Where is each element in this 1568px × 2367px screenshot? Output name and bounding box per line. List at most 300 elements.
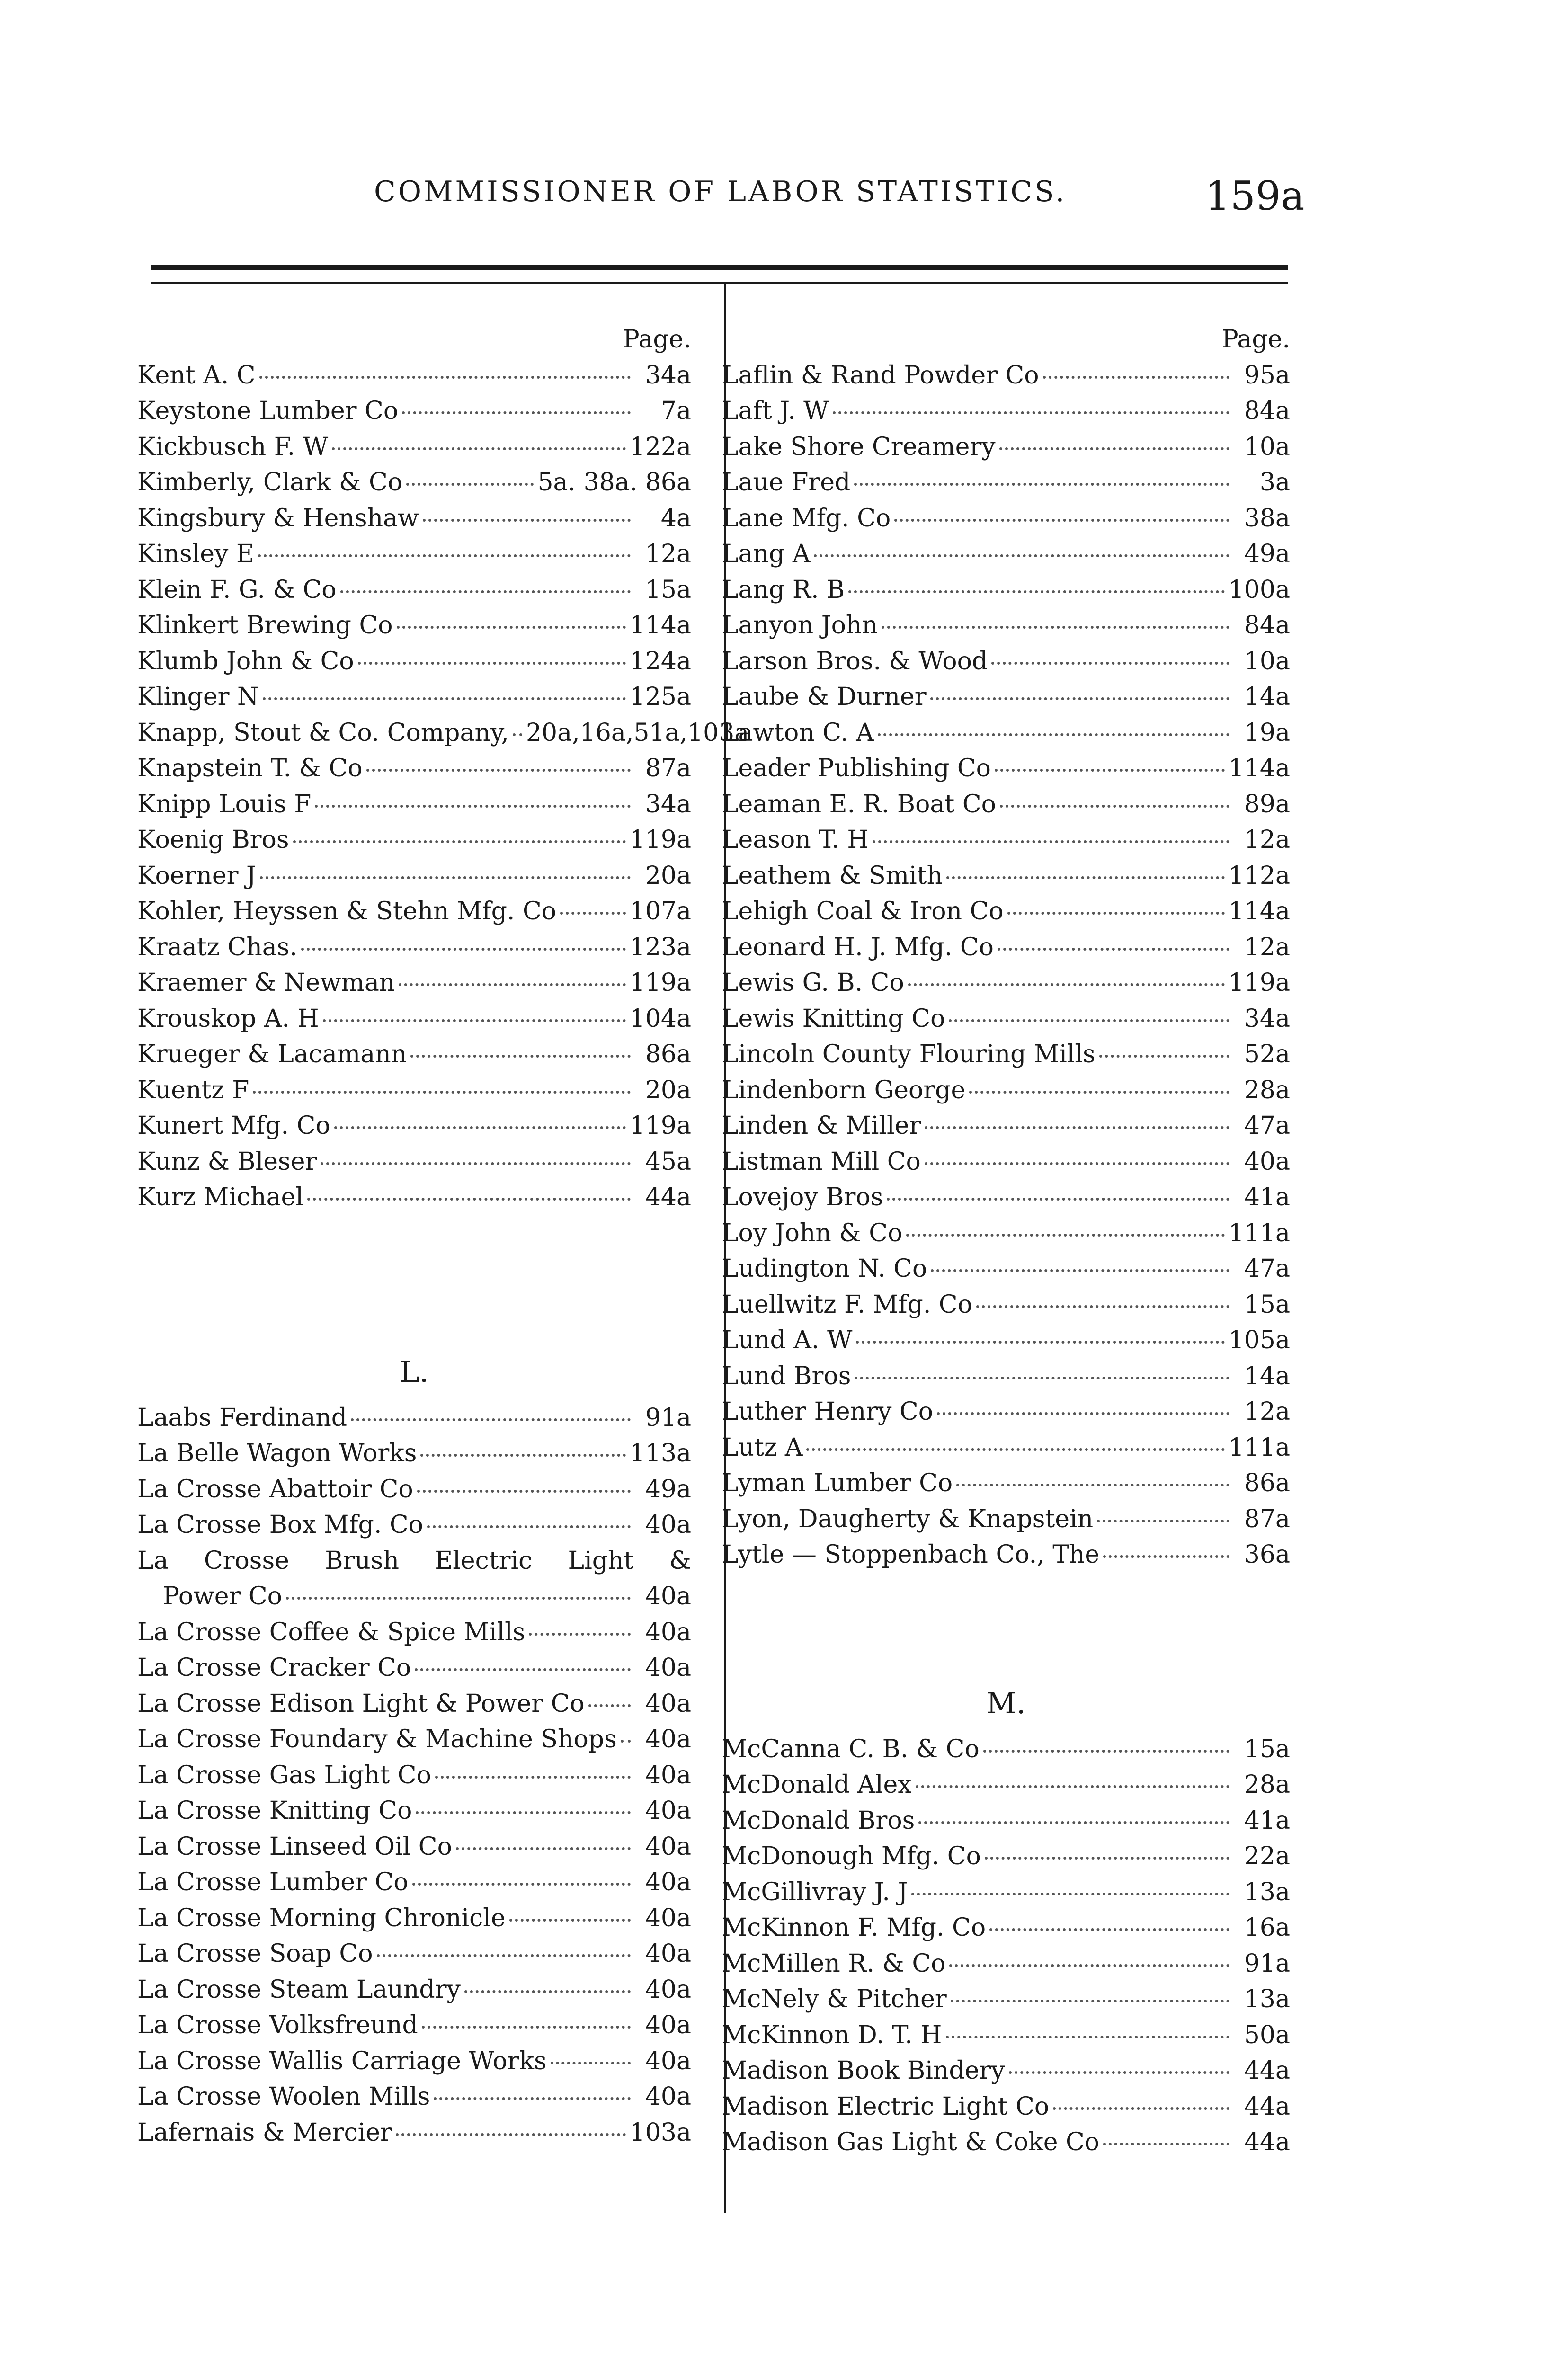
index-entry — [722, 1767, 1290, 1803]
index-entry — [137, 1001, 691, 1037]
dot-leader — [925, 1126, 1229, 1129]
dot-leader — [422, 2026, 631, 2029]
dot-leader — [509, 1919, 631, 1922]
index-entry-page: 20a,16a,51a,103a — [526, 718, 749, 747]
dot-leader — [551, 2062, 631, 2064]
index-entry-name: Kickbusch F. W — [137, 432, 329, 461]
dot-leader — [906, 1234, 1224, 1237]
index-entry-page: 5a. 38a. 86a — [537, 468, 691, 497]
dot-leader — [435, 1776, 631, 1779]
index-entry-name: Madison Electric Light Co — [722, 2092, 1050, 2121]
index-entry-page: 40a — [645, 1689, 691, 1718]
dot-leader — [976, 1305, 1229, 1308]
index-entry — [137, 501, 691, 537]
right-l-entries — [722, 358, 1290, 1573]
index-entry-page: 95a — [1244, 361, 1290, 390]
dot-leader — [951, 2000, 1229, 2002]
index-entry-name: Koerner J — [137, 861, 256, 890]
index-entry-page: 40a — [645, 1582, 691, 1611]
index-entry-name: Keystone Lumber Co — [137, 397, 399, 425]
index-entry-name: Lyon, Daugherty & Knapstein — [722, 1504, 1094, 1533]
index-entry-page: 104a — [629, 1004, 691, 1033]
dot-leader — [931, 1269, 1229, 1272]
index-entry — [722, 358, 1290, 394]
index-entry-page: 4a — [660, 504, 691, 533]
index-entry-word: Crosse — [204, 1546, 289, 1575]
index-entry-page: 34a — [1244, 1004, 1290, 1033]
dot-leader — [991, 662, 1229, 665]
index-entry-page: 20a — [645, 861, 691, 890]
index-entry-wrapped — [137, 1543, 691, 1615]
index-entry-name: Lutz A — [722, 1433, 803, 1462]
index-entry — [137, 1180, 691, 1216]
dot-leader — [1099, 1055, 1229, 1058]
index-entry-name: Laflin & Rand Powder Co — [722, 361, 1039, 390]
index-entry — [722, 822, 1290, 858]
dot-leader — [621, 1740, 631, 1743]
index-entry-page: 119a — [1228, 969, 1290, 997]
index-entry-name: Laue Fred — [722, 468, 851, 497]
index-entry-page: 41a — [1244, 1806, 1290, 1835]
dot-leader — [937, 1412, 1229, 1415]
index-entry-page: 16a — [1244, 1913, 1290, 1942]
left-l-entries-b — [137, 1615, 691, 2151]
index-entry-page: 40a — [645, 2047, 691, 2075]
index-entry-page: 50a — [1244, 2020, 1290, 2049]
index-entry — [137, 1722, 691, 1758]
dot-leader — [588, 1704, 631, 1707]
dot-leader — [833, 411, 1229, 414]
index-entry-name: Laft J. W — [722, 397, 829, 425]
index-entry-name: McDonald Alex — [722, 1771, 912, 1799]
index-entry-name: Lawton C. A — [722, 718, 874, 747]
left-page-label: Page. — [623, 325, 691, 354]
index-entry-page: 3a — [1259, 468, 1290, 497]
index-entry-name: Lytle — Stoppenbach Co., The — [722, 1540, 1100, 1569]
index-entry — [137, 1865, 691, 1901]
index-entry-name: Lake Shore Creamery — [722, 432, 996, 461]
dot-leader — [402, 411, 631, 414]
index-entry-name: Lane Mfg. Co — [722, 504, 891, 533]
dot-leader — [321, 1162, 631, 1165]
index-entry-page: 12a — [645, 540, 691, 568]
index-entry-name: McDonough Mfg. Co — [722, 1842, 981, 1870]
index-entry — [722, 1430, 1290, 1466]
dot-leader — [315, 805, 631, 808]
index-entry — [722, 501, 1290, 537]
index-entry-name: Leader Publishing Co — [722, 754, 991, 783]
dot-leader — [399, 983, 625, 986]
dot-leader — [416, 1811, 631, 1814]
index-entry-name: Laube & Durner — [722, 683, 927, 711]
index-entry-name: Lanyon John — [722, 611, 878, 640]
index-entry-name: La Crosse Edison Light & Power Co — [137, 1689, 585, 1718]
dot-leader — [427, 1525, 631, 1528]
index-entry — [137, 1936, 691, 1972]
index-entry — [722, 429, 1290, 465]
index-entry-page: 36a — [1244, 1540, 1290, 1569]
dot-leader — [1053, 2107, 1229, 2110]
dot-leader — [995, 769, 1225, 772]
index-entry-page: 41a — [1244, 1183, 1290, 1211]
index-entry — [722, 1394, 1290, 1430]
dot-leader — [1007, 912, 1225, 915]
index-entry-name: Knapp, Stout & Co. Company, — [137, 718, 509, 747]
index-entry-name: La Crosse Cracker Co — [137, 1654, 411, 1682]
index-entry-page: 100a — [1228, 575, 1290, 604]
index-entry-name: Leaman E. R. Boat Co — [722, 790, 996, 819]
index-entry-page: 52a — [1244, 1040, 1290, 1068]
index-entry — [137, 536, 691, 572]
index-entry — [722, 2089, 1290, 2125]
index-entry-page: 114a — [1228, 897, 1290, 925]
dot-leader — [420, 1454, 625, 1457]
index-entry-word: Brush — [325, 1546, 399, 1575]
dot-leader — [340, 590, 631, 593]
page-header-title: COMMISSIONER OF LABOR STATISTICS. — [374, 175, 1067, 208]
index-entry-name: Lindenborn George — [722, 1076, 966, 1104]
index-entry-name: Lehigh Coal & Iron Co — [722, 897, 1004, 925]
index-entry-name: Lang A — [722, 540, 811, 568]
index-entry — [722, 1251, 1290, 1287]
dot-leader — [286, 1597, 631, 1600]
index-entry — [722, 679, 1290, 715]
index-entry-name: Knapstein T. & Co — [137, 754, 363, 783]
index-entry-name: McDonald Bros — [722, 1806, 915, 1835]
dot-leader — [930, 697, 1229, 700]
dot-leader — [985, 1857, 1229, 1860]
index-entry-name: Kinsley E — [137, 540, 254, 568]
index-entry-name: La Crosse Wallis Carriage Works — [137, 2047, 547, 2075]
index-entry-page: 113a — [629, 1439, 691, 1468]
index-entry-page: 119a — [629, 1112, 691, 1140]
index-entry — [722, 1108, 1290, 1144]
index-entry-page: 84a — [1244, 611, 1290, 640]
index-entry-wrapped-line1 — [137, 1543, 691, 1579]
index-entry-word: Light — [568, 1546, 634, 1575]
dot-leader — [258, 554, 631, 557]
index-entry — [137, 2115, 691, 2151]
dot-leader — [887, 1198, 1229, 1201]
index-entry-page: 124a — [629, 647, 691, 676]
index-entry-name: Kimberly, Clark & Co — [137, 468, 403, 497]
index-entry — [722, 894, 1290, 930]
index-entry-page: 125a — [629, 683, 691, 711]
index-entry-page: 105a — [1228, 1326, 1290, 1354]
index-entry-page: 28a — [1244, 1771, 1290, 1799]
right-m-entries — [722, 1732, 1290, 2161]
dot-leader — [423, 519, 631, 522]
index-entry-page: 87a — [645, 754, 691, 783]
index-entry-page: 114a — [1228, 754, 1290, 783]
index-entry — [137, 715, 749, 751]
index-entry-page: 40a — [645, 1832, 691, 1861]
left-k-entries — [137, 358, 749, 1216]
index-entry-page: 40a — [645, 2082, 691, 2111]
index-entry — [722, 1073, 1290, 1109]
index-entry — [722, 858, 1290, 894]
dot-leader — [377, 1954, 631, 1957]
index-entry-name: Ludington N. Co — [722, 1255, 927, 1283]
index-entry — [722, 2018, 1290, 2054]
index-entry-name: Klinkert Brewing Co — [137, 611, 393, 640]
index-entry-page: 40a — [645, 1511, 691, 1539]
index-entry — [722, 1875, 1290, 1911]
index-entry-page: 19a — [1244, 718, 1290, 747]
index-entry — [722, 572, 1290, 608]
index-entry-page: 40a — [645, 1904, 691, 1932]
index-entry-word: & — [669, 1546, 691, 1575]
index-entry-name: Madison Gas Light & Coke Co — [722, 2128, 1100, 2156]
index-entry-name: Lincoln County Flouring Mills — [722, 1040, 1096, 1068]
index-entry — [722, 1466, 1290, 1502]
dot-leader — [1009, 2071, 1229, 2074]
index-entry-page: 89a — [1244, 790, 1290, 819]
index-entry-name: La Crosse Linseed Oil Co — [137, 1832, 452, 1861]
dot-leader — [1103, 2143, 1229, 2145]
index-entry — [137, 965, 691, 1001]
dot-leader — [856, 1341, 1224, 1344]
index-entry-page: 14a — [1244, 1361, 1290, 1390]
index-entry-page: 86a — [1244, 1469, 1290, 1497]
index-entry-page: 122a — [629, 432, 691, 461]
index-entry-name: Knipp Louis F — [137, 790, 312, 819]
dot-leader — [307, 1198, 631, 1201]
index-entry — [722, 1359, 1290, 1395]
index-entry-name: La Crosse Soap Co — [137, 1940, 373, 1968]
index-entry — [137, 1436, 691, 1472]
index-entry-page: 13a — [1244, 1985, 1290, 2013]
index-entry — [722, 1037, 1290, 1073]
index-entry-name: Leonard H. J. Mfg. Co — [722, 933, 994, 961]
dot-leader — [998, 948, 1229, 951]
index-entry-page: 40a — [1244, 1147, 1290, 1176]
index-entry — [137, 1108, 691, 1144]
index-entry — [137, 894, 691, 930]
index-entry-page: 49a — [1244, 540, 1290, 568]
dot-leader — [911, 1893, 1229, 1895]
index-entry-name: McGillivray J. J — [722, 1878, 908, 1906]
header-rule-thin — [151, 282, 1288, 284]
index-entry-name: Larson Bros. & Wood — [722, 647, 988, 676]
index-entry-name: Lang R. B — [722, 575, 845, 604]
dot-leader — [946, 876, 1225, 879]
dot-leader — [949, 1964, 1229, 1967]
index-entry — [137, 1758, 691, 1794]
dot-leader — [456, 1847, 631, 1850]
index-entry-page: 114a — [629, 611, 691, 640]
dot-leader — [1043, 376, 1229, 379]
dot-leader — [253, 1091, 631, 1094]
index-entry — [722, 536, 1290, 572]
dot-leader — [969, 1091, 1229, 1094]
index-entry — [137, 393, 691, 429]
dot-leader — [263, 697, 626, 700]
index-entry — [137, 1615, 691, 1651]
index-entry — [722, 608, 1290, 644]
index-entry-page: 34a — [645, 790, 691, 819]
index-entry-page: 86a — [645, 1040, 691, 1068]
dot-leader — [529, 1633, 631, 1636]
index-entry — [722, 2125, 1290, 2161]
right-column — [722, 322, 1290, 2161]
index-entry-page: 40a — [645, 1654, 691, 1682]
dot-leader — [854, 483, 1229, 486]
index-entry — [137, 1650, 691, 1686]
index-entry-page: 49a — [645, 1475, 691, 1504]
index-entry-page: 111a — [1228, 1219, 1290, 1247]
index-entry — [137, 1901, 691, 1937]
index-entry — [722, 715, 1290, 751]
index-entry-page: 38a — [1244, 504, 1290, 533]
index-entry-page: 40a — [645, 1975, 691, 2004]
index-entry-page: 15a — [645, 575, 691, 604]
index-entry — [137, 644, 691, 680]
dot-leader — [412, 1883, 631, 1886]
index-entry-name: McKinnon D. T. H — [722, 2020, 942, 2049]
index-entry-name: Loy John & Co — [722, 1219, 903, 1247]
index-entry-page: 44a — [1244, 2128, 1290, 2156]
index-entry-page: 14a — [1244, 683, 1290, 711]
index-entry-page: 119a — [629, 826, 691, 854]
dot-leader — [855, 1377, 1229, 1379]
index-entry-page: 34a — [645, 361, 691, 390]
left-column — [137, 322, 749, 2151]
dot-leader — [410, 1055, 631, 1058]
index-entry-page: 107a — [629, 897, 691, 925]
dot-leader — [323, 1019, 626, 1022]
index-entry-name: Listman Mill Co — [722, 1147, 921, 1176]
index-entry-name: McMillen R. & Co — [722, 1949, 946, 1978]
index-entry-name: Leason T. H — [722, 826, 869, 854]
index-entry — [137, 2079, 691, 2115]
index-entry-page: 28a — [1244, 1076, 1290, 1104]
index-entry — [722, 1839, 1290, 1875]
index-entry-name: La Crosse Gas Light Co — [137, 1761, 431, 1789]
index-entry-name: La Crosse Abattoir Co — [137, 1475, 413, 1504]
index-entry-page: 87a — [1244, 1504, 1290, 1533]
index-entry-name: La Belle Wagon Works — [137, 1439, 417, 1468]
index-entry-page: 47a — [1244, 1255, 1290, 1283]
index-entry-name: Kunert Mfg. Co — [137, 1112, 330, 1140]
dot-leader — [1097, 1520, 1229, 1522]
index-entry-page: 40a — [645, 1618, 691, 1646]
index-entry — [722, 1946, 1290, 1982]
section-m-heading: M. — [986, 1685, 1026, 1720]
index-entry-page: 91a — [1244, 1949, 1290, 1978]
index-entry — [137, 858, 691, 894]
dot-leader — [259, 376, 631, 379]
index-entry-name: Kingsbury & Henshaw — [137, 504, 419, 533]
index-entry — [137, 1793, 691, 1829]
index-entry-name: La Crosse Morning Chronicle — [137, 1904, 506, 1932]
index-entry — [722, 1001, 1290, 1037]
index-entry — [137, 787, 691, 823]
index-entry-wrapped-line2 — [137, 1579, 691, 1615]
index-entry-page: 91a — [645, 1403, 691, 1432]
index-entry-name: La Crosse Box Mfg. Co — [137, 1511, 423, 1539]
dot-leader — [417, 1490, 631, 1493]
index-entry-name: Linden & Miller — [722, 1112, 921, 1140]
index-entry — [137, 572, 691, 608]
index-entry — [722, 1323, 1290, 1359]
dot-leader — [908, 983, 1225, 986]
left-section-gap — [137, 1216, 691, 1344]
index-entry-page: 103a — [629, 2118, 691, 2147]
index-entry-name: Kurz Michael — [137, 1183, 303, 1211]
index-entry — [722, 2053, 1290, 2089]
dot-leader — [925, 1162, 1229, 1165]
index-entry-name: Kent A. C — [137, 361, 256, 390]
index-entry-page: 15a — [1244, 1735, 1290, 1763]
index-entry-name: McNely & Pitcher — [722, 1985, 947, 2013]
index-entry-page: 44a — [1244, 2056, 1290, 2085]
index-entry — [722, 644, 1290, 680]
dot-leader — [989, 1928, 1229, 1931]
dot-leader — [464, 1990, 631, 1993]
index-entry — [137, 1507, 691, 1543]
index-entry-page: 40a — [645, 1797, 691, 1825]
index-entry-name: Kunz & Bleser — [137, 1147, 317, 1176]
index-entry — [722, 465, 1290, 501]
index-entry — [137, 1829, 691, 1865]
index-entry-name: Lafernais & Mercier — [137, 2118, 392, 2147]
index-entry-name: Leathem & Smith — [722, 861, 943, 890]
index-entry — [722, 965, 1290, 1001]
dot-leader — [406, 483, 534, 486]
dot-leader — [293, 840, 626, 843]
index-entry-name: Lovejoy Bros — [722, 1183, 883, 1211]
index-entry-page: 40a — [645, 1868, 691, 1896]
index-entry-name: Lund Bros — [722, 1361, 851, 1390]
index-entry — [137, 679, 691, 715]
index-entry-name: La Crosse Steam Laundry — [137, 1975, 461, 2004]
dot-leader — [1000, 805, 1229, 808]
index-entry — [722, 751, 1290, 787]
index-entry-page: 111a — [1228, 1433, 1290, 1462]
index-entry-name: Kuentz F — [137, 1076, 249, 1104]
dot-leader — [873, 840, 1229, 843]
index-entry — [137, 1472, 691, 1508]
dot-leader — [397, 626, 626, 629]
index-entry-page: 15a — [1244, 1290, 1290, 1319]
index-entry-name: La Crosse Knitting Co — [137, 1797, 412, 1825]
index-entry — [137, 358, 691, 394]
dot-leader — [916, 1785, 1229, 1788]
index-entry-page: 40a — [645, 2011, 691, 2039]
dot-leader — [848, 590, 1224, 593]
dot-leader — [260, 876, 631, 879]
index-entry-name: Krouskop A. H — [137, 1004, 319, 1033]
index-entry — [722, 1982, 1290, 2018]
index-entry-word: La — [137, 1546, 169, 1575]
dot-leader — [999, 447, 1229, 450]
dot-leader — [351, 1418, 631, 1421]
index-entry-page: 47a — [1244, 1112, 1290, 1140]
index-entry-page: 40a — [645, 1940, 691, 1968]
dot-leader — [918, 1821, 1229, 1824]
dot-leader — [366, 769, 631, 772]
index-entry — [722, 1537, 1290, 1573]
left-l-entries-a — [137, 1400, 691, 1543]
index-entry-page: 12a — [1244, 933, 1290, 961]
index-entry — [137, 1400, 691, 1436]
index-entry — [722, 1144, 1290, 1180]
index-entry-page: 12a — [1244, 826, 1290, 854]
dot-leader — [956, 1484, 1229, 1486]
index-entry-name: McKinnon F. Mfg. Co — [722, 1913, 986, 1942]
dot-leader — [894, 519, 1229, 522]
